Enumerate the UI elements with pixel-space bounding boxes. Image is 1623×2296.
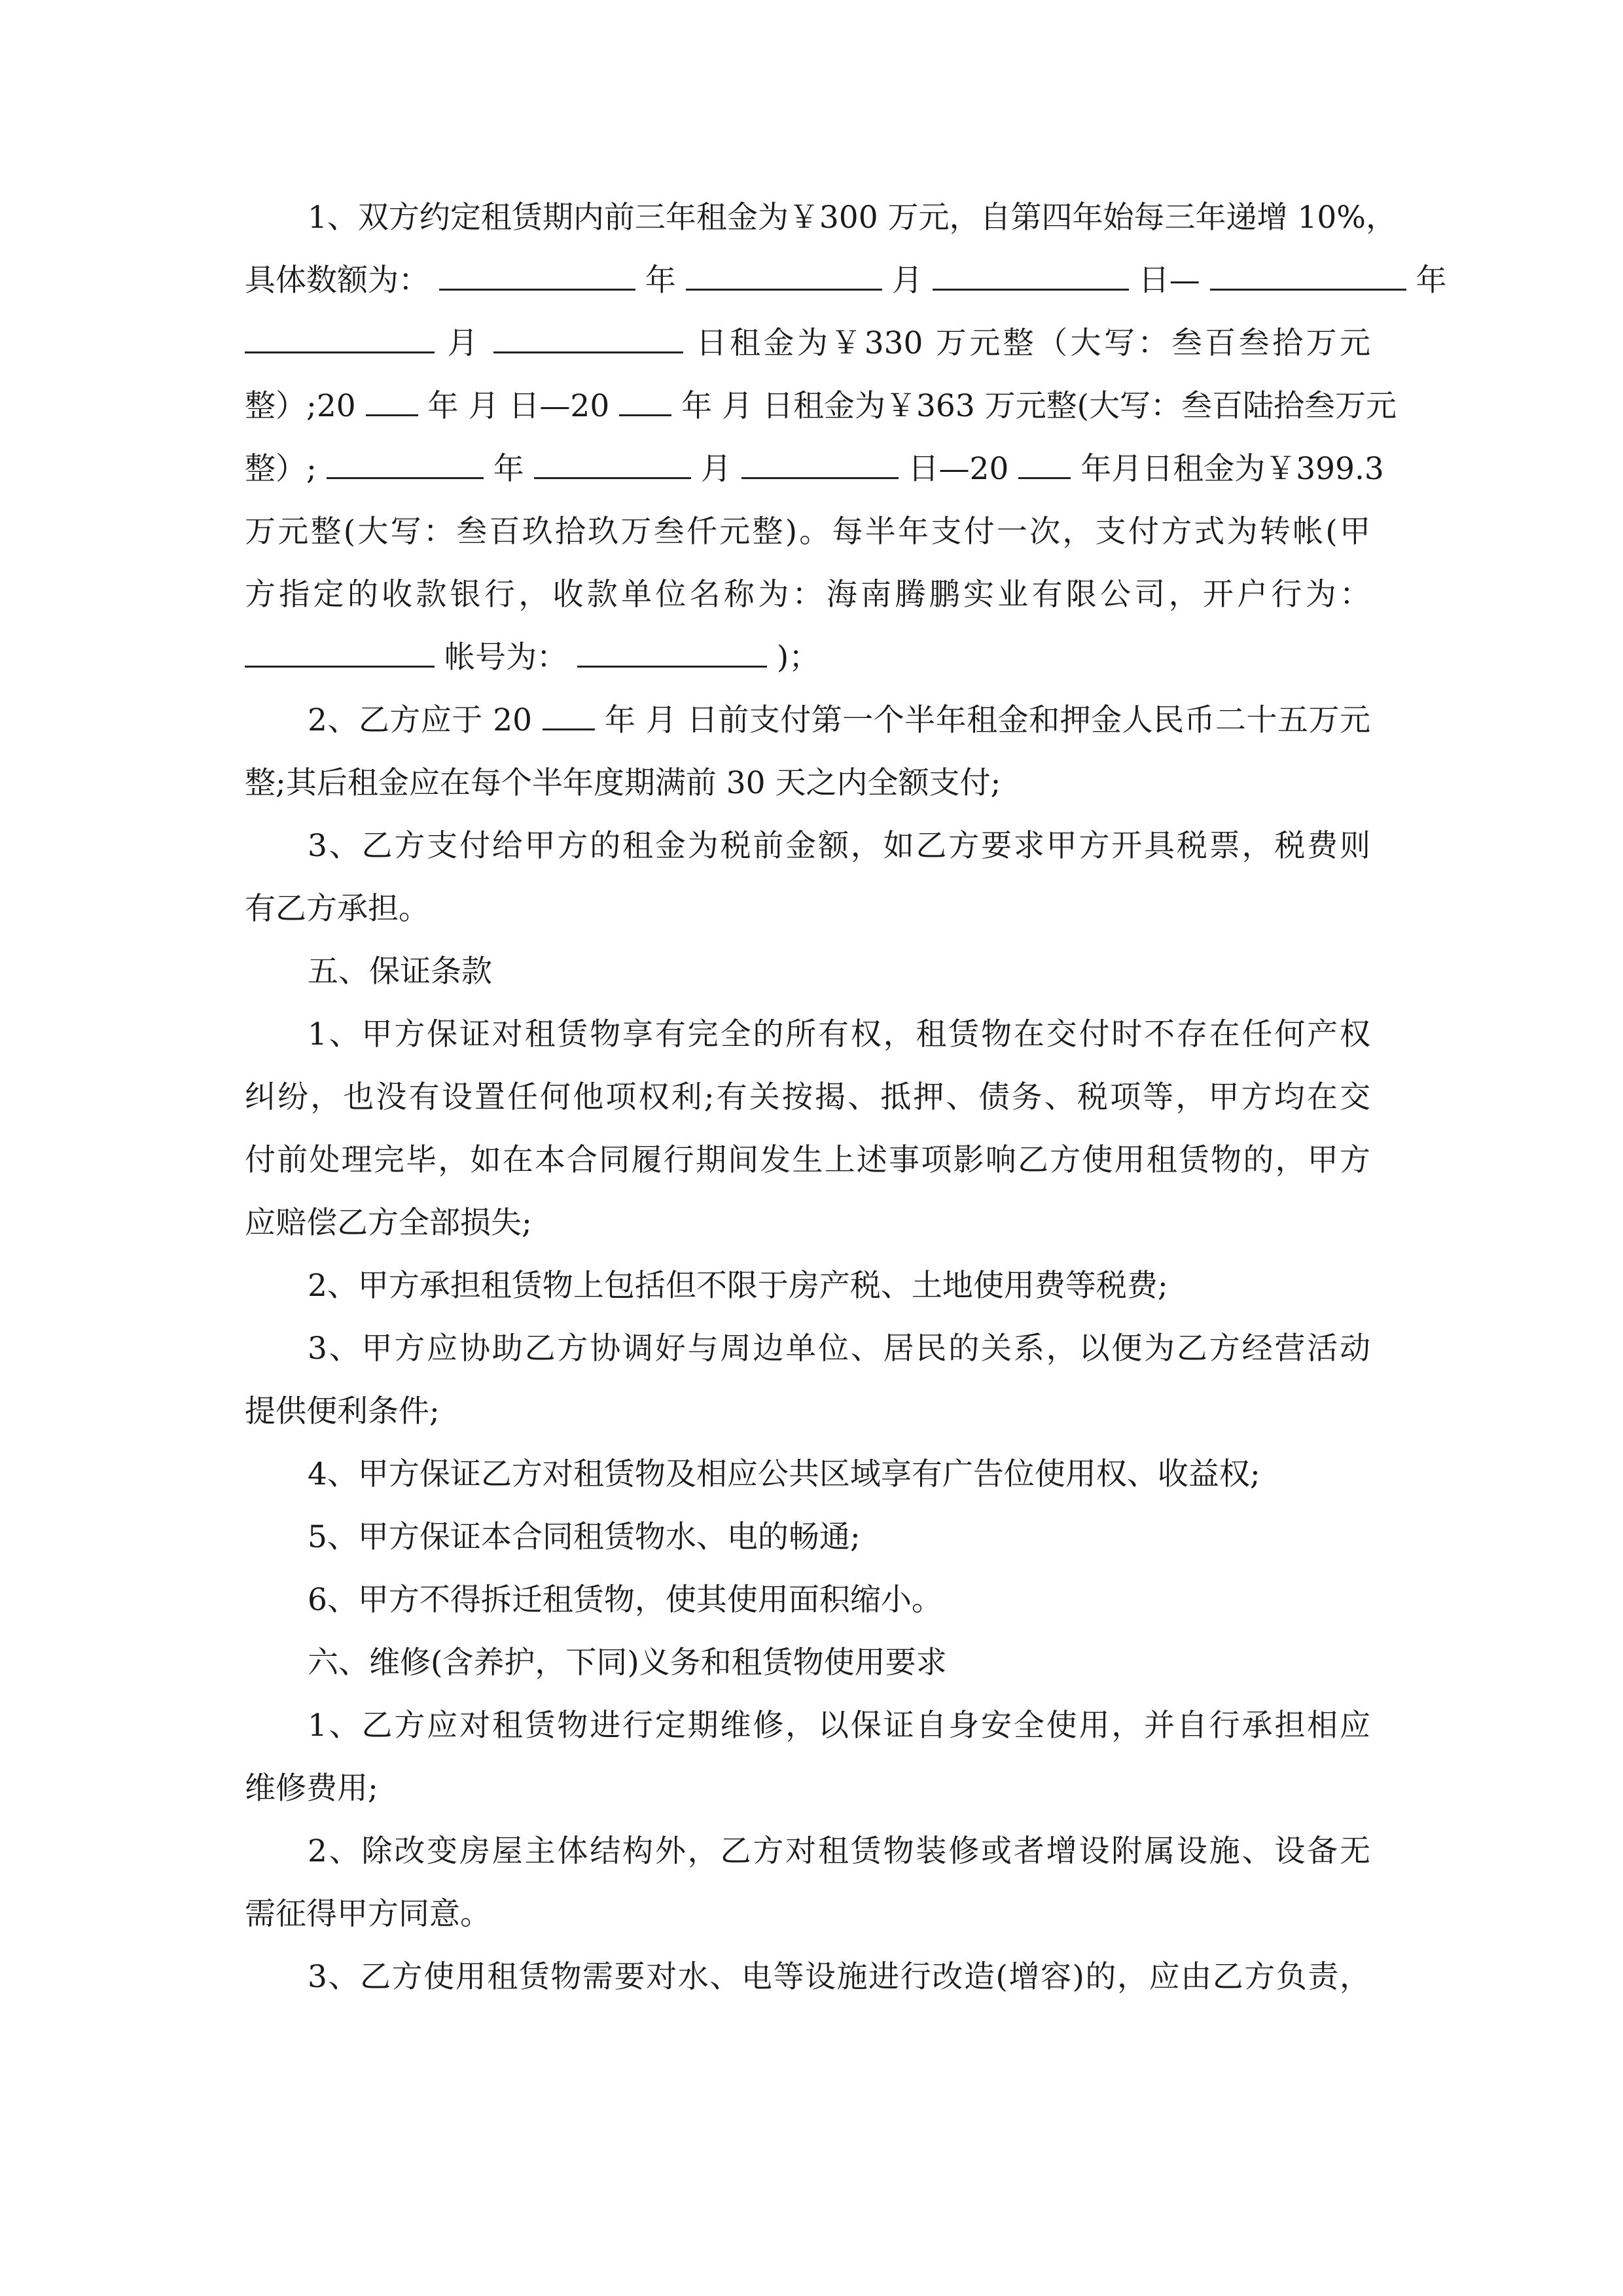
paragraph-line [245,752,1370,815]
account-label: 帐号为： [444,639,567,675]
document-page [245,187,1447,2009]
paragraph-line [245,1380,1370,1443]
paragraph-line [245,1318,1370,1380]
fill-blank [577,636,767,668]
paragraph-line [245,626,1370,689]
text-fragment: 年 [1416,262,1447,298]
paragraph-line [245,1129,1370,1192]
text-fragment: 方指定的收款银行，收款单位名称为：海南腾鹏实业有限公司，开户行为： [245,577,1370,613]
text-fragment: 年 [645,262,676,298]
text-fragment: 月 [700,451,732,487]
text-fragment: 需征得甲方同意。 [245,1896,491,1932]
text-fragment: 年 [493,451,524,487]
text-fragment: 日租金为￥330 万元整（大写：叁百叁拾万元 [696,325,1370,361]
fill-blank [245,322,435,353]
heading-text: 六、维修(含养护，下同)义务和租赁物使用要求 [308,1645,947,1681]
paragraph-line [245,1757,1370,1820]
text-fragment: 万元整(大写：叁百玖拾玖万叁仟元整)。每半年支付一次，支付方式为转帐(甲 [245,514,1370,550]
paragraph-line [245,1569,1370,1632]
paragraph-line [245,249,1447,312]
paragraph-line [245,1066,1370,1129]
paragraph-line [245,1255,1370,1318]
text-fragment: 日— [1138,262,1200,298]
text-fragment: 2、除改变房屋主体结构外，乙方对租赁物装修或者增设附属设施、设备无 [308,1833,1370,1869]
paragraph-line [245,1946,1370,2009]
text-fragment: 5、甲方保证本合同租赁物水、电的畅通; [308,1519,861,1555]
fill-blank [543,699,595,730]
paragraph-line [245,1506,1370,1569]
fill-blank [686,259,882,291]
paragraph-line [245,1695,1370,1757]
text-fragment: 维修费用; [245,1770,378,1806]
text-fragment: 年 月 日租金为￥363 万元整(大写：叁百陆拾叁万元 [681,388,1397,424]
fill-blank [366,385,418,416]
text-fragment: 应赔偿乙方全部损失; [245,1205,532,1241]
paragraph-line [245,1443,1370,1506]
fill-blank [933,259,1129,291]
text-fragment: 整）;20 [245,388,356,424]
text-fragment: 2、甲方承担租赁物上包括但不限于房产税、土地使用费等税费; [308,1268,1168,1304]
heading-text: 五、保证条款 [308,954,492,990]
text-fragment: 纠纷，也没有设置任何他项权利;有关按揭、抵押、债务、税项等，甲方均在交 [245,1079,1370,1115]
text-fragment: )； [776,639,820,675]
fill-blank [1210,259,1406,291]
text-fragment: 整）; [245,451,317,487]
paragraph-line [245,1883,1370,1946]
paragraph-line [245,1820,1370,1883]
paragraph-line [245,1192,1370,1255]
paragraph-line [245,501,1370,564]
text-fragment: 年 月 日—20 [427,388,610,424]
text-fragment: 提供便利条件; [245,1393,440,1429]
paragraph-line [245,689,1370,752]
fill-blank [741,448,899,479]
paragraph-line [245,878,1370,941]
section-heading [245,941,1370,1003]
text-fragment: 有乙方承担。 [245,891,429,927]
fill-blank [327,448,484,479]
fill-blank [619,385,671,416]
fill-blank [439,259,635,291]
text-fragment: 4、甲方保证乙方对租赁物及相应公共区域享有广告位使用权、收益权; [308,1456,1260,1492]
text-fragment: 2、乙方应于 20 [308,702,533,738]
text-fragment: 3、乙方使用租赁物需要对水、电等设施进行改造(增容)的，应由乙方负责， [308,1959,1370,1995]
fill-blank [534,448,691,479]
text-fragment: 月 [891,262,923,298]
section-heading [245,1632,1370,1695]
text-fragment: 付前处理完毕，如在本合同履行期间发生上述事项影响乙方使用租赁物的，甲方 [245,1142,1370,1178]
text-fragment: 6、甲方不得拆迁租赁物，使其使用面积缩小。 [308,1582,942,1618]
text-fragment: 月 [447,325,481,361]
text-fragment: 1、甲方保证对租赁物享有完全的所有权，租赁物在交付时不存在任何产权 [308,1016,1370,1052]
paragraph-line [245,1003,1370,1066]
paragraph-line [245,187,1397,249]
rent-terms-text: 1、双方约定租赁期内前三年租金为￥300 万元，自第四年始每三年递增 10%， [308,200,1397,236]
fill-blank [493,322,683,353]
text-fragment: 年月日租金为￥399.3 [1080,451,1384,487]
paragraph-line [245,564,1370,626]
text-fragment: 日—20 [908,451,1009,487]
amount-label: 具体数额为： [245,262,429,298]
paragraph-line [245,815,1370,878]
paragraph-line [245,438,1384,501]
text-fragment: 年 月 日前支付第一个半年租金和押金人民币二十五万元 [604,702,1370,738]
paragraph-line [245,375,1397,438]
text-fragment: 3、甲方应协助乙方协调好与周边单位、居民的关系，以便为乙方经营活动 [308,1331,1370,1367]
text-fragment: 3、乙方支付给甲方的租金为税前金额，如乙方要求甲方开具税票，税费则 [308,828,1370,864]
text-fragment: 1、乙方应对租赁物进行定期维修，以保证自身安全使用，并自行承担相应 [308,1708,1370,1744]
paragraph-line [245,312,1370,375]
fill-blank [245,636,435,668]
text-fragment: 整;其后租金应在每个半年度期满前 30 天之内全额支付; [245,765,1001,801]
fill-blank [1018,448,1071,479]
